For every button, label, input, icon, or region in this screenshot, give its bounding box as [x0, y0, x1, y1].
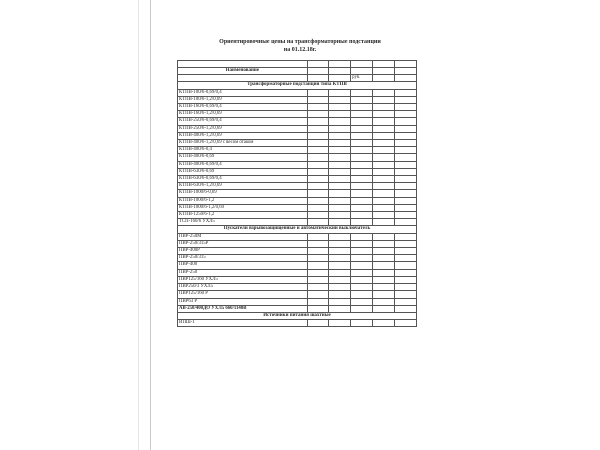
price-cell: [373, 190, 395, 197]
item-name-cell: ПВР63 Р: [178, 298, 308, 305]
item-name-cell: КТПВ-630/6-0,69/0,4: [178, 176, 308, 183]
price-cell: [395, 176, 417, 183]
price-cell: [351, 161, 373, 168]
table-row: [178, 291, 417, 298]
table-row: [178, 168, 417, 175]
price-cell: [351, 154, 373, 161]
section-title: Источники питания шахтные: [178, 312, 417, 319]
item-name-cell: ПВР-250: [178, 269, 308, 276]
price-cell: [351, 284, 373, 291]
price-cell: [373, 197, 395, 204]
price-cell: [373, 154, 395, 161]
document-page: [150, 0, 450, 450]
price-cell: [373, 96, 395, 103]
table-row: [178, 89, 417, 96]
table-row: [178, 219, 417, 226]
item-name-cell: КТПВ-100/6-1,2/0,69: [178, 96, 308, 103]
price-cell: [307, 219, 329, 226]
table-row: [178, 262, 417, 269]
price-cell: [395, 298, 417, 305]
item-name-cell: ПВР-400Р: [178, 248, 308, 255]
item-name-cell: АВ-250/400ДО УХЛ5 660/1140В: [178, 305, 308, 312]
price-cell: [373, 161, 395, 168]
price-cell: [307, 291, 329, 298]
table-row: [178, 176, 417, 183]
item-name-cell: КТПВ-630/6-0,69: [178, 168, 308, 175]
price-cell: [395, 154, 417, 161]
item-name-cell: ПВР-400: [178, 262, 308, 269]
price-cell: [395, 190, 417, 197]
price-cell: [395, 320, 417, 327]
table-row: [178, 204, 417, 211]
item-name-cell: КТПВ-1250/6-1,2: [178, 212, 308, 219]
column-header-unit: руб.: [351, 75, 373, 82]
price-cell: [395, 255, 417, 262]
price-cell: [351, 262, 373, 269]
price-cell: [307, 125, 329, 132]
item-name-cell: КТПВ-1000/6-1,2: [178, 197, 308, 204]
price-cell: [373, 240, 395, 247]
section-header-row: [178, 82, 417, 89]
price-cell: [395, 168, 417, 175]
price-cell: [351, 183, 373, 190]
table-row: [178, 284, 417, 291]
price-cell: [373, 276, 395, 283]
table-row: [178, 161, 417, 168]
price-cell: [395, 132, 417, 139]
price-cell: [351, 125, 373, 132]
price-cell: [329, 125, 351, 132]
price-cell: [373, 248, 395, 255]
item-name-cell: ПВР250/3 УХЛ5: [178, 284, 308, 291]
price-cell: [395, 125, 417, 132]
price-cell: [395, 161, 417, 168]
price-cell: [329, 168, 351, 175]
price-cell: [373, 212, 395, 219]
table-row: [178, 125, 417, 132]
price-cell: [329, 183, 351, 190]
price-cell: [373, 233, 395, 240]
price-cell: [351, 204, 373, 211]
price-cell: [307, 248, 329, 255]
price-cell: [395, 147, 417, 154]
price-cell: [307, 118, 329, 125]
price-cell: [395, 104, 417, 111]
price-cell: [395, 89, 417, 96]
price-cell: [329, 255, 351, 262]
price-cell: [307, 197, 329, 204]
price-cell: [351, 197, 373, 204]
price-cell: [351, 147, 373, 154]
price-cell: [395, 262, 417, 269]
price-cell: [373, 262, 395, 269]
price-cell: [329, 320, 351, 327]
price-cell: [373, 118, 395, 125]
item-name-cell: ПВР125/160 Р: [178, 291, 308, 298]
price-cell: [373, 125, 395, 132]
table-row: [178, 269, 417, 276]
table-header-row-1: [178, 61, 417, 68]
table-row: [178, 140, 417, 147]
price-cell: [329, 305, 351, 312]
table-row: [178, 104, 417, 111]
price-cell: [329, 276, 351, 283]
table-row: [178, 197, 417, 204]
price-cell: [395, 305, 417, 312]
price-cell: [307, 276, 329, 283]
price-cell: [351, 104, 373, 111]
table-row: [178, 320, 417, 327]
price-cell: [351, 233, 373, 240]
price-cell: [307, 111, 329, 118]
title-line-1: Ориентировочные цены на трансформаторные подстанции: [219, 39, 381, 45]
price-cell: [351, 255, 373, 262]
price-cell: [329, 89, 351, 96]
price-cell: [395, 96, 417, 103]
price-cell: [395, 276, 417, 283]
price-cell: [329, 269, 351, 276]
price-cell: [373, 132, 395, 139]
price-cell: [307, 262, 329, 269]
table-row: [178, 233, 417, 240]
price-cell: [351, 111, 373, 118]
table-row: [178, 305, 417, 312]
price-cell: [329, 96, 351, 103]
price-cell: [329, 140, 351, 147]
section-header-row: [178, 312, 417, 319]
price-cell: [329, 240, 351, 247]
price-cell: [307, 132, 329, 139]
price-cell: [351, 140, 373, 147]
price-cell: [373, 320, 395, 327]
price-cell: [351, 190, 373, 197]
item-name-cell: КТПВ-400/6-0,69/0,4: [178, 161, 308, 168]
title-line-2: на 01.12.18г.: [283, 47, 317, 53]
price-cell: [329, 298, 351, 305]
price-cell: [307, 233, 329, 240]
price-cell: [329, 284, 351, 291]
table-row: [178, 190, 417, 197]
item-name-cell: КТПВ-400/6-0,4: [178, 147, 308, 154]
price-cell: [351, 248, 373, 255]
item-name-cell: КТПВ-100/6-0,69/0,4: [178, 89, 308, 96]
table-row: [178, 154, 417, 161]
price-cell: [307, 269, 329, 276]
price-cell: [373, 111, 395, 118]
price-cell: [307, 147, 329, 154]
price-cell: [307, 212, 329, 219]
price-cell: [373, 291, 395, 298]
item-name-cell: КТПВ-250/6-1,2/0,69: [178, 125, 308, 132]
price-cell: [373, 176, 395, 183]
price-cell: [329, 104, 351, 111]
table-row: [178, 147, 417, 154]
price-cell: [351, 212, 373, 219]
price-cell: [329, 132, 351, 139]
price-cell: [329, 176, 351, 183]
price-cell: [329, 291, 351, 298]
price-cell: [395, 219, 417, 226]
table-row: [178, 248, 417, 255]
price-cell: [373, 305, 395, 312]
price-cell: [373, 140, 395, 147]
item-name-cell: КТПВ-160/6-0,69/0,4: [178, 104, 308, 111]
price-cell: [395, 233, 417, 240]
table-row: [178, 212, 417, 219]
price-cell: [395, 204, 417, 211]
table-row: [178, 298, 417, 305]
price-cell: [307, 320, 329, 327]
table-row: [178, 111, 417, 118]
price-cell: [329, 190, 351, 197]
price-cell: [395, 240, 417, 247]
price-cell: [351, 298, 373, 305]
price-cell: [307, 305, 329, 312]
price-cell: [329, 204, 351, 211]
price-cell: [373, 204, 395, 211]
section-title: Пускатели взрывозащищенные и автоматический выключатель: [178, 226, 417, 233]
table-row: [178, 183, 417, 190]
price-cell: [329, 212, 351, 219]
item-name-cell: КТПВ-250/6-0,69/0,4: [178, 118, 308, 125]
price-cell: [329, 161, 351, 168]
price-cell: [329, 219, 351, 226]
price-cell: [395, 111, 417, 118]
price-cell: [351, 118, 373, 125]
price-cell: [329, 147, 351, 154]
price-cell: [307, 89, 329, 96]
section-title: Трансформаторные подстанции типа КТПВ: [178, 82, 417, 89]
price-cell: [395, 212, 417, 219]
table-header-row-2: [178, 68, 417, 75]
price-cell: [307, 176, 329, 183]
price-cell: [395, 284, 417, 291]
item-name-cell: ПВР-250/315: [178, 255, 308, 262]
price-cell: [373, 104, 395, 111]
item-name-cell: КТПВ-1000/6-1,2/0,69: [178, 204, 308, 211]
price-cell: [395, 183, 417, 190]
item-name-cell: КТПВ-400/6-0,69: [178, 154, 308, 161]
price-cell: [373, 89, 395, 96]
price-cell: [307, 154, 329, 161]
price-cell: [373, 269, 395, 276]
price-cell: [351, 168, 373, 175]
price-cell: [307, 255, 329, 262]
price-cell: [351, 291, 373, 298]
item-name-cell: ПВР-250М: [178, 233, 308, 240]
price-cell: [373, 147, 395, 154]
price-cell: [329, 118, 351, 125]
item-name-cell: КТПВ-1000/6-0,69: [178, 190, 308, 197]
price-cell: [395, 248, 417, 255]
item-name-cell: ПВР-250/315Р: [178, 240, 308, 247]
price-cell: [307, 104, 329, 111]
price-cell: [351, 176, 373, 183]
price-cell: [351, 320, 373, 327]
price-cell: [307, 298, 329, 305]
price-cell: [307, 183, 329, 190]
price-table: [177, 60, 417, 327]
item-name-cell: ИПШ-1: [178, 320, 308, 327]
page-shadow-edge: [138, 0, 139, 450]
price-cell: [307, 240, 329, 247]
price-cell: [395, 118, 417, 125]
item-name-cell: ПВР125/160 УХЛ5: [178, 276, 308, 283]
price-cell: [307, 161, 329, 168]
price-cell: [329, 248, 351, 255]
item-name-cell: КТПВ-160/6-1,2/0,69: [178, 111, 308, 118]
price-cell: [307, 204, 329, 211]
price-cell: [351, 305, 373, 312]
price-cell: [307, 140, 329, 147]
table-row: [178, 240, 417, 247]
price-cell: [351, 96, 373, 103]
table-row: [178, 96, 417, 103]
price-cell: [395, 197, 417, 204]
price-cell: [373, 298, 395, 305]
table-row: [178, 255, 417, 262]
price-cell: [329, 233, 351, 240]
item-name-cell: КТПВ-630/6-1,2/0,69: [178, 183, 308, 190]
price-cell: [351, 269, 373, 276]
price-cell: [373, 219, 395, 226]
price-cell: [351, 219, 373, 226]
price-cell: [373, 183, 395, 190]
price-cell: [373, 168, 395, 175]
price-cell: [307, 96, 329, 103]
price-cell: [351, 276, 373, 283]
price-cell: [373, 284, 395, 291]
table-row: [178, 276, 417, 283]
document-title: [150, 38, 450, 54]
table-row: [178, 132, 417, 139]
item-name-cell: КТПВ-400/6-1,2/0,69: [178, 132, 308, 139]
price-cell: [329, 111, 351, 118]
price-cell: [395, 269, 417, 276]
price-cell: [395, 291, 417, 298]
price-cell: [351, 132, 373, 139]
price-cell: [351, 240, 373, 247]
table-row: [178, 118, 417, 125]
section-header-row: [178, 226, 417, 233]
price-cell: [329, 262, 351, 269]
price-cell: [307, 168, 329, 175]
price-cell: [351, 89, 373, 96]
price-cell: [395, 140, 417, 147]
table-header-row-3: [178, 75, 417, 82]
column-header-name: Наименование: [178, 68, 308, 75]
item-name-cell: КТПВ-400/6-1,2/0,69 с весом отаком: [178, 140, 308, 147]
price-cell: [329, 197, 351, 204]
price-cell: [373, 255, 395, 262]
price-cell: [329, 154, 351, 161]
price-cell: [307, 190, 329, 197]
item-name-cell: ТСП-160/6 УХЛ5: [178, 219, 308, 226]
price-cell: [307, 284, 329, 291]
